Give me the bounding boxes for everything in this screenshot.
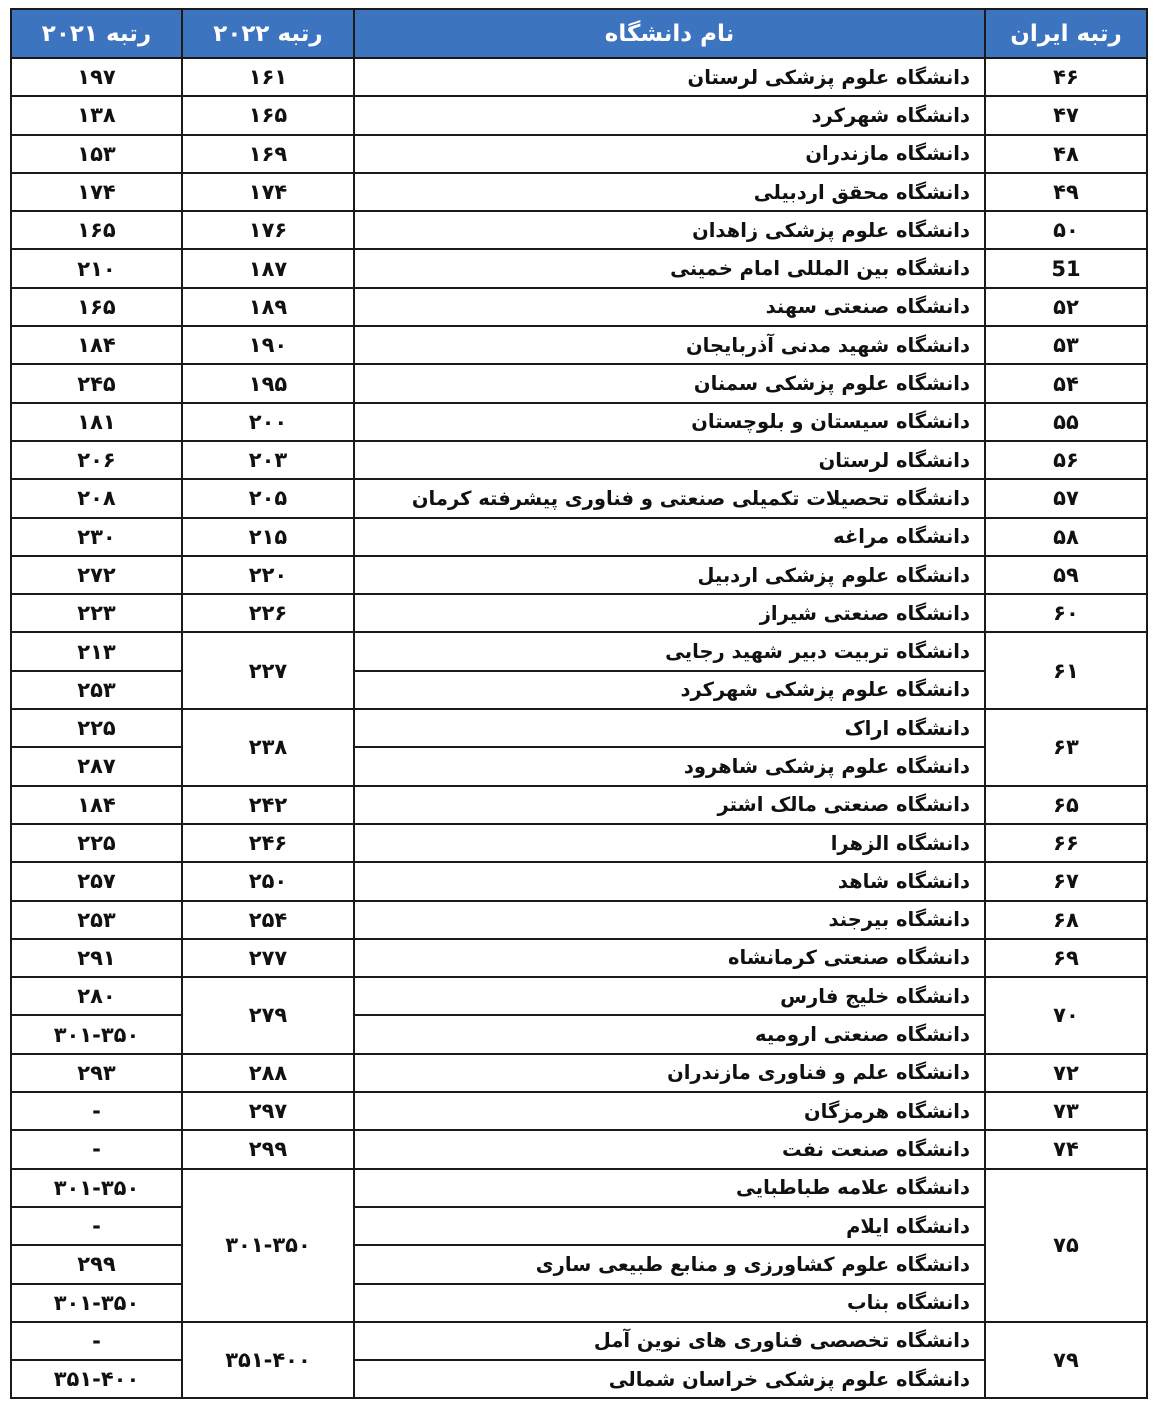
rank-2022-cell: ۲۴۶: [182, 824, 354, 862]
table-row: [11, 594, 1147, 632]
header-rank-2021: رتبه ۲۰۲۱: [11, 9, 182, 58]
rank-2021-cell: ۱۳۸: [11, 96, 182, 134]
rank-2022-cell: ۲۷۷: [182, 939, 354, 977]
university-name-cell: دانشگاه بین المللی امام خمینی: [354, 249, 985, 287]
university-name-cell: دانشگاه لرستان: [354, 441, 985, 479]
table-row: [11, 1015, 1147, 1053]
iran-rank-cell: ۵۵: [985, 403, 1147, 441]
table-row: [11, 786, 1147, 824]
university-name-cell: دانشگاه علوم پزشکی زاهدان: [354, 211, 985, 249]
iran-rank-cell: ۶۱: [985, 632, 1147, 709]
rank-2022-cell: ۲۱۵: [182, 518, 354, 556]
table-row: [11, 1322, 1147, 1360]
rank-2022-cell: ۲۷۹: [182, 977, 354, 1054]
table-row: [11, 518, 1147, 556]
rank-2021-cell: ۲۵۳: [11, 901, 182, 939]
university-name-cell: دانشگاه علوم پزشکی سمنان: [354, 364, 985, 402]
iran-rank-cell: ۷۹: [985, 1322, 1147, 1399]
table-row: [11, 1169, 1147, 1207]
iran-rank-cell: ۵۶: [985, 441, 1147, 479]
rank-2021-cell: ۲۸۷: [11, 747, 182, 785]
university-name-cell: دانشگاه هرمزگان: [354, 1092, 985, 1130]
rank-2021-cell: ۱۸۱: [11, 403, 182, 441]
rank-2022-cell: ۲۲۶: [182, 594, 354, 632]
iran-rank-cell: ۷۴: [985, 1130, 1147, 1168]
iran-rank-cell: ۵۸: [985, 518, 1147, 556]
table-row: [11, 479, 1147, 517]
rank-2021-cell: ۱۸۴: [11, 786, 182, 824]
iran-rank-cell: ۵۳: [985, 326, 1147, 364]
university-name-cell: دانشگاه علوم پزشکی اردبیل: [354, 556, 985, 594]
table-row: [11, 1130, 1147, 1168]
rank-2021-cell: ۳۰۱-۳۵۰: [11, 1284, 182, 1322]
table-row: [11, 211, 1147, 249]
university-name-cell: دانشگاه اراک: [354, 709, 985, 747]
iran-rank-cell: ۷۳: [985, 1092, 1147, 1130]
iran-rank-cell: ۵۴: [985, 364, 1147, 402]
rank-2021-cell: ۲۹۱: [11, 939, 182, 977]
rank-2022-cell: ۲۰۳: [182, 441, 354, 479]
university-name-cell: دانشگاه مراغه: [354, 518, 985, 556]
university-name-cell: دانشگاه علوم پزشکی لرستان: [354, 58, 985, 96]
table-row: [11, 364, 1147, 402]
rank-2021-cell: ۱۷۴: [11, 173, 182, 211]
rank-2021-cell: ۱۵۳: [11, 135, 182, 173]
iran-rank-cell: ۵۷: [985, 479, 1147, 517]
university-name-cell: دانشگاه بیرجند: [354, 901, 985, 939]
rank-2021-cell: ۱۹۷: [11, 58, 182, 96]
university-name-cell: دانشگاه صنعتی مالک اشتر: [354, 786, 985, 824]
table-row: [11, 249, 1147, 287]
rank-2021-cell: -: [11, 1092, 182, 1130]
rank-2022-cell: ۲۸۸: [182, 1054, 354, 1092]
rank-2021-cell: ۲۰۶: [11, 441, 182, 479]
rank-2022-cell: ۲۳۸: [182, 709, 354, 786]
rank-2021-cell: ۲۰۸: [11, 479, 182, 517]
rank-2022-cell: ۲۰۰: [182, 403, 354, 441]
table-row: [11, 135, 1147, 173]
table-row: [11, 1207, 1147, 1245]
table-header-row: [11, 9, 1147, 58]
table-row: [11, 747, 1147, 785]
rank-2021-cell: ۱۶۵: [11, 211, 182, 249]
rank-2022-cell: ۱۸۹: [182, 288, 354, 326]
table-row: [11, 1284, 1147, 1322]
rank-2021-cell: ۳۵۱-۴۰۰: [11, 1360, 182, 1398]
rank-2022-cell: ۱۷۶: [182, 211, 354, 249]
university-name-cell: دانشگاه صنعتی سهند: [354, 288, 985, 326]
table-row: [11, 632, 1147, 670]
university-name-cell: دانشگاه سیستان و بلوچستان: [354, 403, 985, 441]
iran-rank-cell: ۴۸: [985, 135, 1147, 173]
rank-2021-cell: ۲۱۳: [11, 632, 182, 670]
rank-2021-cell: ۲۵۳: [11, 671, 182, 709]
university-name-cell: دانشگاه تربیت دبیر شهید رجایی: [354, 632, 985, 670]
iran-rank-cell: ۵۰: [985, 211, 1147, 249]
table-row: [11, 1054, 1147, 1092]
university-name-cell: دانشگاه صنعتی شیراز: [354, 594, 985, 632]
university-name-cell: دانشگاه صنعتی ارومیه: [354, 1015, 985, 1053]
iran-rank-cell: ۶۳: [985, 709, 1147, 786]
university-name-cell: دانشگاه بناب: [354, 1284, 985, 1322]
table-row: [11, 1360, 1147, 1398]
iran-rank-cell: ۶۶: [985, 824, 1147, 862]
rank-2022-cell: ۳۰۱-۳۵۰: [182, 1169, 354, 1322]
university-name-cell: دانشگاه خلیج فارس: [354, 977, 985, 1015]
rank-2021-cell: ۲۹۹: [11, 1245, 182, 1283]
iran-rank-cell: ۵۹: [985, 556, 1147, 594]
rank-2022-cell: ۱۹۰: [182, 326, 354, 364]
rank-2021-cell: ۱۶۵: [11, 288, 182, 326]
table-row: [11, 173, 1147, 211]
iran-rank-cell: 51: [985, 249, 1147, 287]
ranking-table-wrapper: [10, 8, 1146, 1399]
university-name-cell: دانشگاه تخصصی فناوری های نوین آمل: [354, 1322, 985, 1360]
table-row: [11, 326, 1147, 364]
rank-2021-cell: ۳۰۱-۳۵۰: [11, 1015, 182, 1053]
rank-2021-cell: -: [11, 1130, 182, 1168]
rank-2021-cell: ۲۵۷: [11, 862, 182, 900]
rank-2022-cell: ۲۲۷: [182, 632, 354, 709]
table-row: [11, 556, 1147, 594]
table-row: [11, 1092, 1147, 1130]
table-row: [11, 709, 1147, 747]
rank-2021-cell: ۳۰۱-۳۵۰: [11, 1169, 182, 1207]
rank-2022-cell: ۱۶۹: [182, 135, 354, 173]
rank-2022-cell: ۲۹۹: [182, 1130, 354, 1168]
university-name-cell: دانشگاه علوم کشاورزی و منابع طبیعی ساری: [354, 1245, 985, 1283]
table-row: [11, 671, 1147, 709]
table-row: [11, 58, 1147, 96]
iran-rank-cell: ۵۲: [985, 288, 1147, 326]
university-name-cell: دانشگاه الزهرا: [354, 824, 985, 862]
rank-2021-cell: ۲۷۲: [11, 556, 182, 594]
university-name-cell: دانشگاه مازندران: [354, 135, 985, 173]
university-name-cell: دانشگاه صنعت نفت: [354, 1130, 985, 1168]
table-row: [11, 288, 1147, 326]
rank-2022-cell: ۲۲۰: [182, 556, 354, 594]
rank-2021-cell: -: [11, 1207, 182, 1245]
university-name-cell: دانشگاه علوم پزشکی شاهرود: [354, 747, 985, 785]
table-row: [11, 824, 1147, 862]
rank-2022-cell: ۱۸۷: [182, 249, 354, 287]
iran-rank-cell: ۶۵: [985, 786, 1147, 824]
table-row: [11, 96, 1147, 134]
rank-2022-cell: ۱۹۵: [182, 364, 354, 402]
table-row: [11, 403, 1147, 441]
rank-2022-cell: ۳۵۱-۴۰۰: [182, 1322, 354, 1399]
university-name-cell: دانشگاه محقق اردبیلی: [354, 173, 985, 211]
table-row: [11, 939, 1147, 977]
rank-2021-cell: ۲۸۰: [11, 977, 182, 1015]
university-name-cell: دانشگاه علوم پزشکی خراسان شمالی: [354, 1360, 985, 1398]
table-row: [11, 1245, 1147, 1283]
university-name-cell: دانشگاه ایلام: [354, 1207, 985, 1245]
rank-2021-cell: -: [11, 1322, 182, 1360]
table-row: [11, 977, 1147, 1015]
iran-rank-cell: ۷۵: [985, 1169, 1147, 1322]
table-row: [11, 862, 1147, 900]
header-university-name: نام دانشگاه: [354, 9, 985, 58]
university-name-cell: دانشگاه علامه طباطبایی: [354, 1169, 985, 1207]
university-ranking-table: [10, 8, 1148, 1399]
table-row: [11, 441, 1147, 479]
rank-2022-cell: ۲۴۲: [182, 786, 354, 824]
university-name-cell: دانشگاه شهید مدنی آذربایجان: [354, 326, 985, 364]
rank-2021-cell: ۱۸۴: [11, 326, 182, 364]
rank-2022-cell: ۲۵۴: [182, 901, 354, 939]
iran-rank-cell: ۶۰: [985, 594, 1147, 632]
university-name-cell: دانشگاه علوم پزشکی شهرکرد: [354, 671, 985, 709]
iran-rank-cell: ۶۹: [985, 939, 1147, 977]
rank-2022-cell: ۱۷۴: [182, 173, 354, 211]
rank-2022-cell: ۱۶۱: [182, 58, 354, 96]
rank-2022-cell: ۲۹۷: [182, 1092, 354, 1130]
iran-rank-cell: ۴۶: [985, 58, 1147, 96]
iran-rank-cell: ۷۲: [985, 1054, 1147, 1092]
iran-rank-cell: ۶۷: [985, 862, 1147, 900]
iran-rank-cell: ۷۰: [985, 977, 1147, 1054]
header-rank-2022: رتبه ۲۰۲۲: [182, 9, 354, 58]
university-name-cell: دانشگاه شاهد: [354, 862, 985, 900]
iran-rank-cell: ۴۹: [985, 173, 1147, 211]
rank-2021-cell: ۲۲۳: [11, 594, 182, 632]
rank-2021-cell: ۲۹۳: [11, 1054, 182, 1092]
rank-2021-cell: ۲۲۵: [11, 709, 182, 747]
rank-2021-cell: ۲۲۵: [11, 824, 182, 862]
header-iran-rank: رتبه ایران: [985, 9, 1147, 58]
university-name-cell: دانشگاه علم و فناوری مازندران: [354, 1054, 985, 1092]
iran-rank-cell: ۶۸: [985, 901, 1147, 939]
rank-2022-cell: ۲۵۰: [182, 862, 354, 900]
iran-rank-cell: ۴۷: [985, 96, 1147, 134]
rank-2022-cell: ۱۶۵: [182, 96, 354, 134]
rank-2021-cell: ۲۱۰: [11, 249, 182, 287]
table-row: [11, 901, 1147, 939]
rank-2022-cell: ۲۰۵: [182, 479, 354, 517]
university-name-cell: دانشگاه تحصیلات تکمیلی صنعتی و فناوری پیشرفته کرمان: [354, 479, 985, 517]
rank-2021-cell: ۲۴۵: [11, 364, 182, 402]
university-name-cell: دانشگاه صنعتی کرمانشاه: [354, 939, 985, 977]
university-name-cell: دانشگاه شهرکرد: [354, 96, 985, 134]
rank-2021-cell: ۲۳۰: [11, 518, 182, 556]
